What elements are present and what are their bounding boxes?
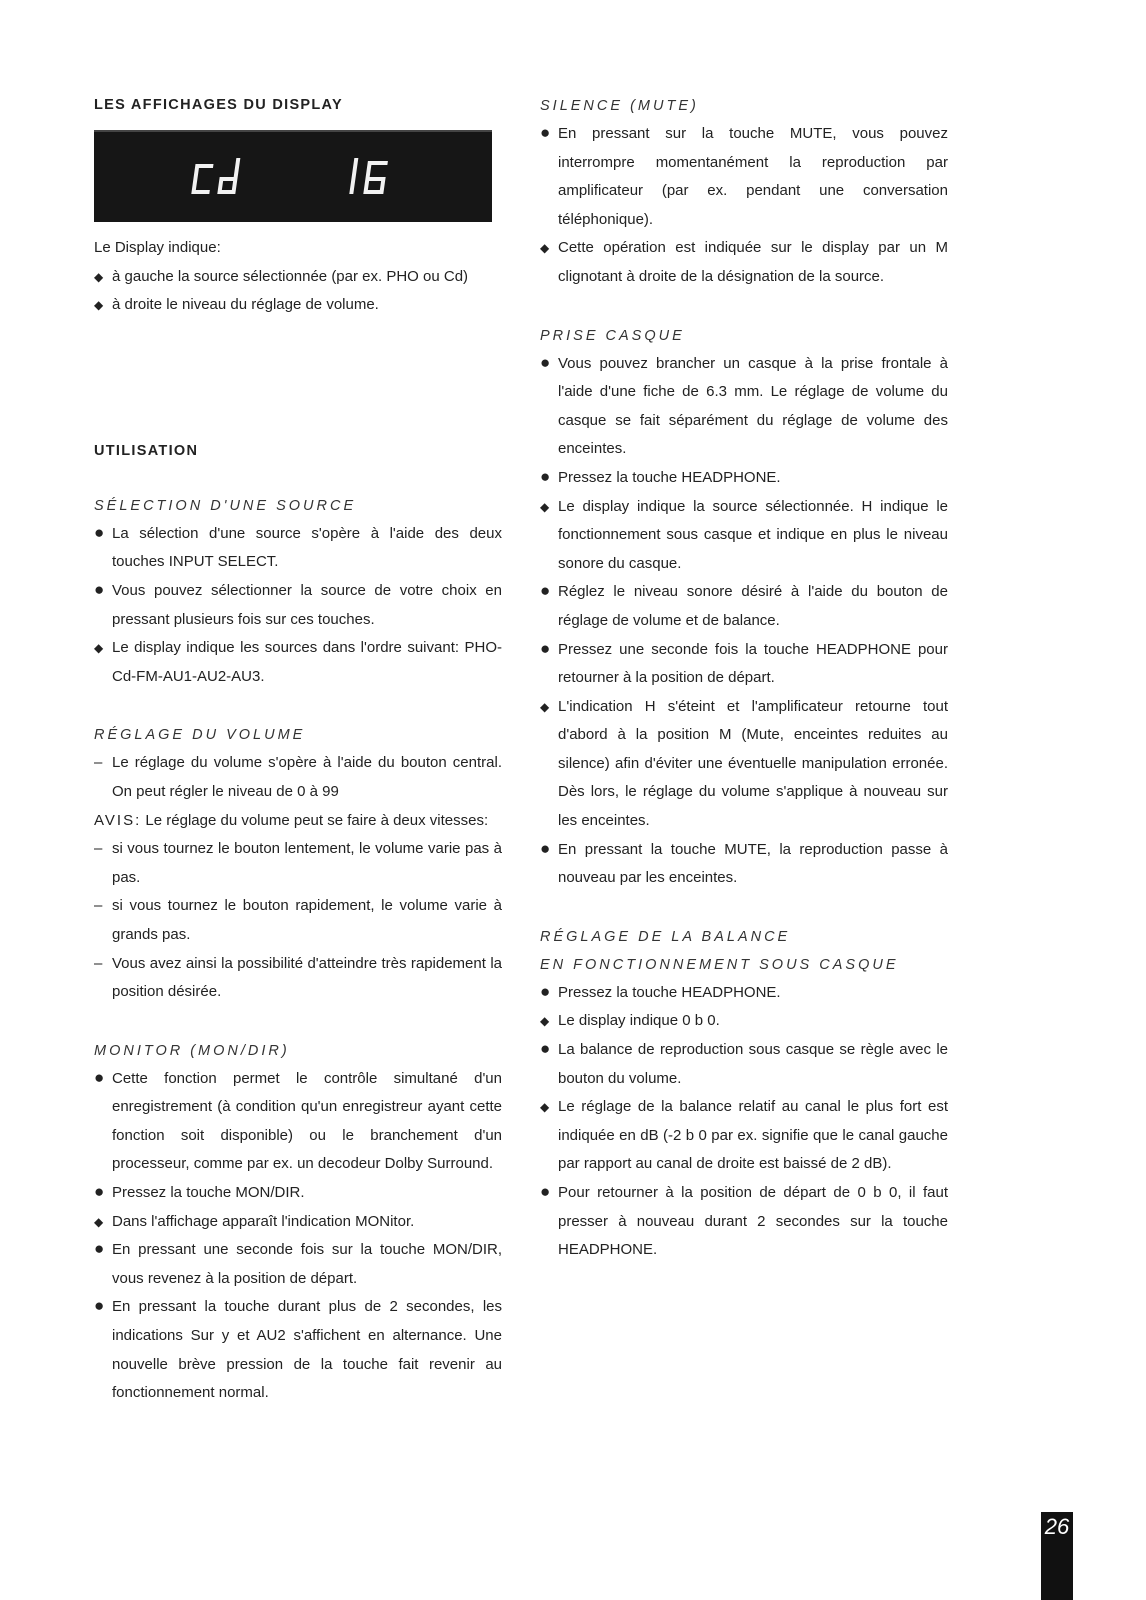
display-intro: Le Display indique: — [94, 239, 221, 256]
volume-heading: RÉGLAGE DU VOLUME — [94, 727, 306, 744]
monitor-heading: MONITOR (MON/DIR) — [94, 1042, 290, 1059]
list-item: ● Cette fonction permet le contrôle simultané d'un enregistrement (à condition qu'un enregistreur ayant cette fonction soit disponible) ou le branchement d'un processeur, comme par ex. un decodeur Dolby Surround. — [94, 1065, 502, 1179]
lcd-segments — [94, 132, 492, 222]
dash-icon: – — [94, 897, 103, 915]
list-item: ● Pressez une seconde fois la touche HEADPHONE pour retourner à la position de départ. — [540, 636, 948, 693]
list-item: – si vous tournez le bouton lentement, le volume varie pas à pas. — [94, 835, 502, 892]
bullet-icon: ● — [540, 352, 551, 372]
balance-heading: RÉGLAGE DE LA BALANCE — [540, 928, 791, 945]
list-item: ● Pressez la touche HEADPHONE. — [540, 979, 948, 1008]
diamond-icon: ◆ — [94, 269, 104, 284]
source-list — [94, 520, 502, 692]
list-item: ◆ Le réglage de la balance relatif au canal le plus fort est indiquée en dB (-2 b 0 par ex. signifie que le canal gauche par rapport au canal de droite est baissé de 2 dB). — [540, 1093, 948, 1179]
list-item: ◆ Dans l'affichage apparaît l'indication MONitor. — [94, 1208, 502, 1237]
headphone-list — [540, 350, 948, 893]
display-list — [94, 263, 502, 320]
volume-list — [94, 749, 502, 806]
dash-icon: – — [94, 840, 103, 858]
page-number: 26 — [1041, 1512, 1073, 1600]
diamond-icon: ◆ — [94, 1214, 104, 1229]
list-item: ● La balance de reproduction sous casque se règle avec le bouton du volume. — [540, 1036, 948, 1093]
list-item: ● En pressant la touche durant plus de 2 secondes, les indications Sur y et AU2 s'affichent en alternance. Une nouvelle brève pression de la touche fait revenir au fonctionnement normal. — [94, 1293, 502, 1407]
balance-subheading: EN FONCTIONNEMENT SOUS CASQUE — [540, 956, 899, 973]
bullet-icon: ● — [540, 466, 551, 486]
mute-list — [540, 120, 948, 292]
diamond-icon: ◆ — [540, 1014, 550, 1029]
list-item: ◆ Cette opération est indiquée sur le display par un M clignotant à droite de la désignation de la source. — [540, 234, 948, 291]
list-item: ◆ Le display indique 0 b 0. — [540, 1007, 948, 1036]
source-heading: SÉLECTION D'UNE SOURCE — [94, 497, 357, 514]
bullet-icon: ● — [540, 581, 551, 601]
balance-list — [540, 979, 948, 1265]
avis-label: AVIS: — [94, 811, 142, 829]
bullet-icon: ● — [94, 579, 105, 599]
diamond-icon: ◆ — [540, 499, 550, 514]
dash-icon: – — [94, 754, 103, 772]
avis-note: AVIS: Le réglage du volume peut se faire à deux vitesses: — [94, 811, 489, 829]
list-item: ◆ à droite le niveau du réglage de volume. — [94, 291, 502, 320]
diamond-icon: ◆ — [540, 241, 550, 256]
list-item: ● La sélection d'une source s'opère à l'aide des deux touches INPUT SELECT. — [94, 520, 502, 577]
list-item: ● Vous pouvez sélectionner la source de votre choix en pressant plusieurs fois sur ces touches. — [94, 577, 502, 634]
bullet-icon: ● — [540, 1182, 551, 1201]
list-item: ◆ L'indication H s'éteint et l'amplificateur retourne tout d'abord à la position M (Mute, enceintes reduites au silence) afin d'éviter une éventuelle manipulation erronée. Dès lors, le réglage du volume s'applique à nouveau sur les enceintes. — [540, 693, 948, 836]
monitor-list — [94, 1065, 502, 1408]
list-item: ● En pressant sur la touche MUTE, vous pouvez interrompre momentanément la reproduction par amplificateur (par ex. pendant une conversation téléphonique). — [540, 120, 948, 234]
bullet-icon: ● — [540, 1039, 551, 1059]
list-item: ● Vous pouvez brancher un casque à la prise frontale à l'aide d'une fiche de 6.3 mm. Le réglage de volume du casque se fait séparément du réglage de volume des enceintes. — [540, 350, 948, 464]
display-heading: LES AFFICHAGES DU DISPLAY — [94, 97, 343, 113]
bullet-icon: ● — [540, 638, 551, 658]
bullet-icon: ● — [540, 838, 551, 858]
diamond-icon: ◆ — [94, 298, 104, 313]
bullet-icon: ● — [540, 123, 551, 142]
bullet-icon: ● — [94, 1182, 105, 1202]
dash-icon: – — [94, 954, 103, 972]
list-item: ◆ Le display indique la source sélectionnée. H indique le fonctionnement sous casque et indique en plus le niveau sonore du casque. — [540, 493, 948, 579]
list-item: – Le réglage du volume s'opère à l'aide du bouton central. On peut régler le niveau de 0 à 99 — [94, 749, 502, 806]
mute-heading: SILENCE (MUTE) — [540, 98, 699, 114]
right-column — [540, 92, 948, 1265]
bullet-icon: ● — [94, 1296, 105, 1316]
list-item: ● En pressant une seconde fois sur la touche MON/DIR, vous revenez à la position de départ. — [94, 1236, 502, 1293]
diamond-icon: ◆ — [540, 1100, 550, 1115]
list-item: ◆ à gauche la source sélectionnée (par ex. PHO ou Cd) — [94, 263, 502, 292]
list-item: – Vous avez ainsi la possibilité d'atteindre très rapidement la position désirée. — [94, 950, 502, 1007]
volume-speed-list — [94, 835, 502, 1007]
list-item: ● Réglez le niveau sonore désiré à l'aide du bouton de réglage de volume et de balance. — [540, 578, 948, 635]
diamond-icon: ◆ — [540, 699, 550, 714]
bullet-icon: ● — [540, 981, 551, 1001]
list-item: – si vous tournez le bouton rapidement, le volume varie à grands pas. — [94, 892, 502, 949]
diamond-icon: ◆ — [94, 641, 104, 656]
bullet-icon: ● — [94, 1067, 105, 1087]
left-column — [94, 92, 502, 1408]
list-item: ◆ Le display indique les sources dans l'ordre suivant: PHO-Cd-FM-AU1-AU2-AU3. — [94, 634, 502, 691]
list-item: ● Pour retourner à la position de départ de 0 b 0, il faut presser à nouveau durant 2 secondes sur la touche HEADPHONE. — [540, 1179, 948, 1265]
list-item: ● En pressant la touche MUTE, la reproduction passe à nouveau par les enceintes. — [540, 836, 948, 893]
lcd-display — [94, 130, 492, 222]
headphone-heading: PRISE CASQUE — [540, 327, 685, 344]
bullet-icon: ● — [94, 1239, 105, 1259]
bullet-icon: ● — [94, 522, 105, 542]
list-item: ● Pressez la touche HEADPHONE. — [540, 464, 948, 493]
usage-heading: UTILISATION — [94, 442, 199, 459]
list-item: ● Pressez la touche MON/DIR. — [94, 1179, 502, 1208]
